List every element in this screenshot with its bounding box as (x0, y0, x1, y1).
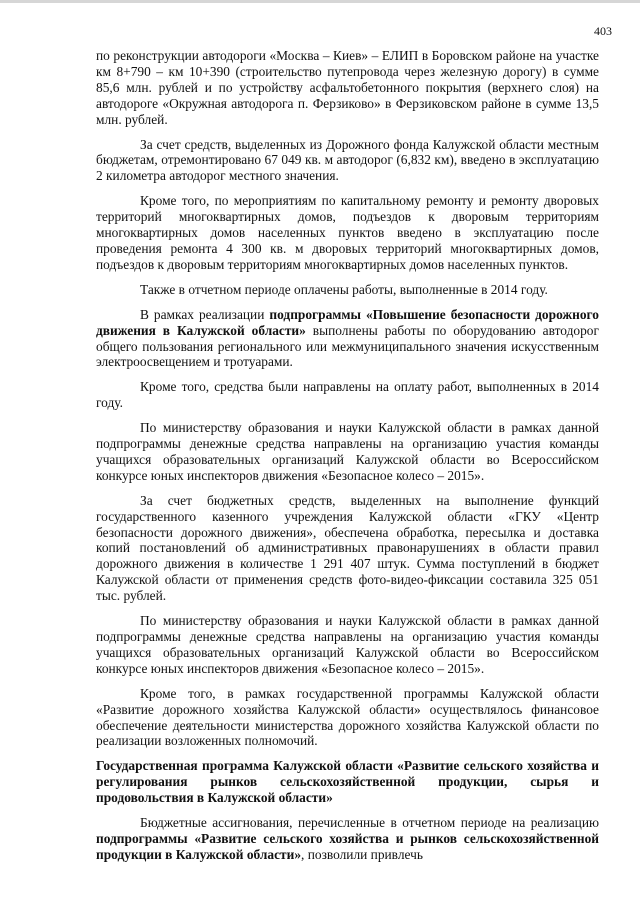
paragraph-11 (96, 815, 599, 863)
paragraph-11-text-a: Бюджетные ассигнования, перечисленные в отчетном периоде на реализацию (140, 815, 599, 831)
paragraph-1: по реконструкции автодороги «Москва – Киев» – ЕЛИП в Боровском районе на участке км 8+790 – км 10+390 (строительство путепровода через железную дорогу) в сумме 85,6 млн. рублей и по устройству асфальтобетонного покрытия (верхнего слоя) на автодороге «Окружная автодорога п. Ферзиково» в Ферзиковском районе в сумме 13,5 млн. рублей. (96, 48, 599, 127)
paragraph-3: Кроме того, по мероприятиям по капитальному ремонту и ремонту дворовых территорий многоквартирных домов, подъездов к дворовым территориям многоквартирных домов населенных пунктов введено в эксплуатацию после проведения ремонта 4 300 кв. м дворовых территорий многоквартирных домов, подъездов к дворовым территориям многоквартирных домов населенных пунктов. (96, 193, 599, 272)
subprogram-title-road-safety: подпрограммы «Повышение безопасности дорожного движения в Калужской области» (96, 306, 599, 338)
paragraph-10: Кроме того, в рамках государственной программы Калужской области «Развитие дорожного хозяйства Калужской области» осуществлялось финансовое обеспечение деятельности министерства дорожного хозяйства Калужской области по реализации возложенных полномочий. (96, 685, 599, 749)
paragraph-5-text-b: выполнены работы по оборудованию автодорог общего пользования регионального или межмуниципального значения искусственным электроосвещением и тротуарами. (96, 322, 599, 370)
section-heading: Государственная программа Калужской области «Развитие сельского хозяйства и регулирования рынков сельскохозяйственной продукции, сырья и продовольствия в Калужской области» (96, 758, 599, 806)
paragraph-6: Кроме того, средства были направлены на оплату работ, выполненных в 2014 году. (96, 379, 599, 411)
paragraph-5-text-a: В рамках реализации (140, 306, 270, 322)
paragraph-11-text-b: , позволили привлечь (301, 846, 423, 862)
paragraph-9: По министерству образования и науки Калужской области в рамках данной подпрограммы денежные средства направлены на организацию участия команды учащихся образовательных организаций Калужской области во Всероссийском конкурсе юных инспекторов движения «Безопасное колесо – 2015». (96, 613, 599, 676)
scan-edge (0, 0, 640, 3)
page-number: 403 (594, 24, 612, 38)
paragraph-2: За счет средств, выделенных из Дорожного фонда Калужской области местным бюджетам, отремонтировано 67 049 кв. м автодорог (6,832 км), введено в эксплуатацию 2 километра автодорог местного значения. (96, 136, 599, 184)
paragraph-4: Также в отчетном периоде оплачены работы, выполненные в 2014 году. (140, 281, 548, 297)
document-body (96, 48, 599, 872)
paragraph-8: За счет бюджетных средств, выделенных на выполнение функций государственного казенного учреждения Калужской области «ГКУ «Центр безопасности дорожного движения», обеспечена обработка, пересылка и доставка копий постановлений об административных правонарушениях в области правил дорожного движения в количестве 1 291 407 штук. Сумма поступлений в бюджет Калужской области от применения средств фото-видео-фиксации составила 325 051 тыс. рублей. (96, 492, 599, 604)
subprogram-title-agriculture: подпрограммы «Развитие сельского хозяйства и рынков сельскохозяйственной продукции в Калужской области» (96, 830, 599, 862)
paragraph-5 (96, 307, 599, 371)
paragraph-7: По министерству образования и науки Калужской области в рамках данной подпрограммы денежные средства направлены на организацию участия команды учащихся образовательных организаций Калужской области во Всероссийском конкурсе юных инспекторов движения «Безопасное колесо – 2015». (96, 420, 599, 483)
